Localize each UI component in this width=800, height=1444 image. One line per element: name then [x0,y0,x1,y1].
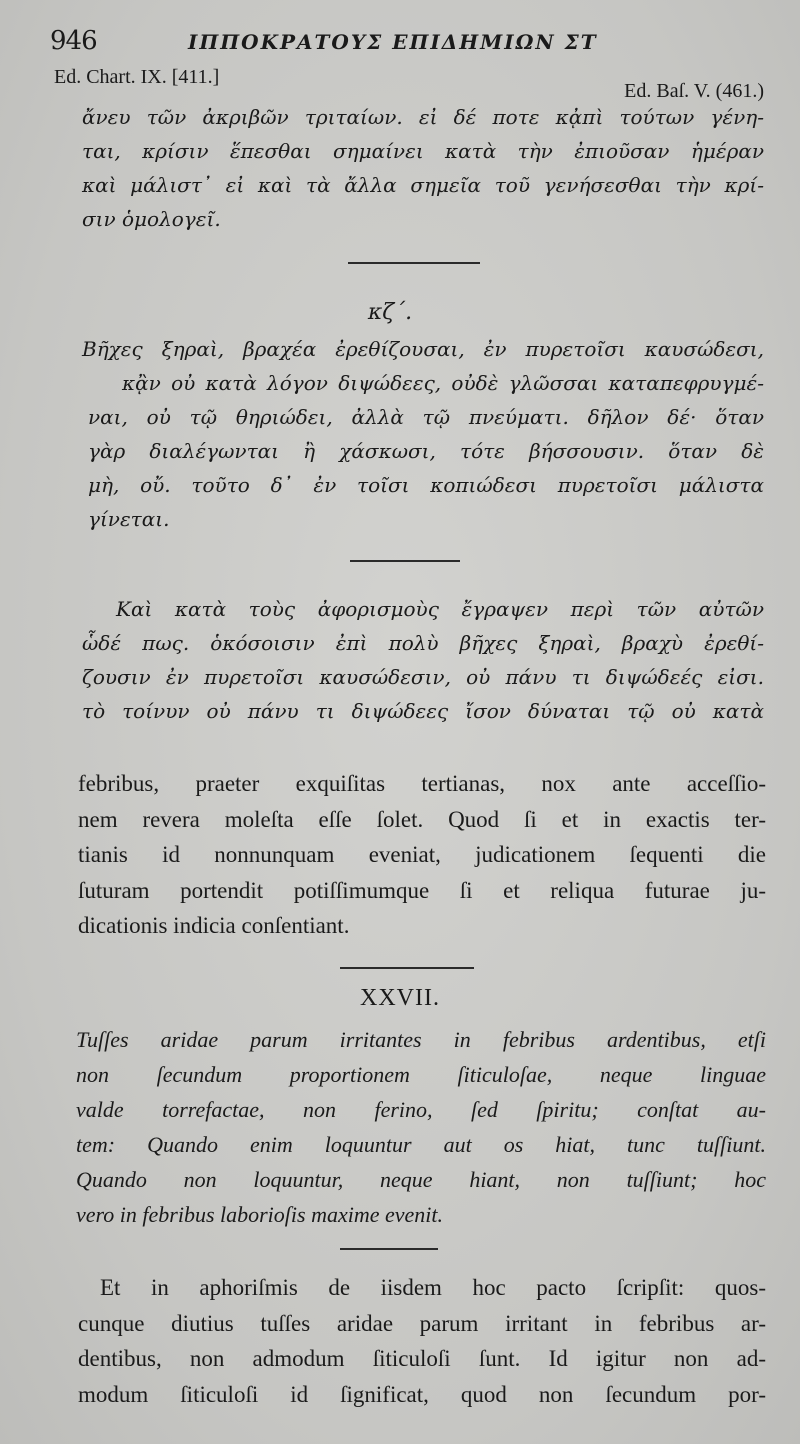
text-line: dentibus, non admodum ſiticuloſi ſunt. Id igitur non ad- [78,1346,766,1371]
latin-section-number: XXVII. [360,985,440,1011]
section-divider [340,967,474,969]
latin-aphorism-paragraph [76,1022,766,1232]
text-line: Quando non loquuntur, neque hiant, non tuſſiunt; hoc [76,1167,766,1192]
text-line: γὰρ διαλέγωνται ἢ χάσκωσι, τότε βήσσουσιν. ὅταν δὲ [88,439,764,463]
text-line: Καὶ κατὰ τοὺς ἀφορισμοὺς ἔγραψεν περὶ τῶν αὐτῶν [116,597,764,621]
text-line: τὸ τοίνυν οὐ πάνυ τι διψώδεες ἴσον δύναται τῷ οὐ κατὰ [82,699,764,723]
text-line: ται, κρίσιν ἕπεσθαι σημαίνει κατὰ τὴν ἐπιοῦσαν ἡμέραν [82,139,764,163]
text-line: ὧδέ πως. ὁκόσοισιν ἐπὶ πολὺ βῆχες ξηραὶ, βραχὺ ἐρεθί- [82,631,764,655]
edition-references [54,66,764,102]
text-line: ναι, οὐ τῷ θηριώδει, ἀλλὰ τῷ πνεύματι. δῆλον δέ· ὅταν [88,405,764,429]
section-divider [348,262,480,264]
text-line: ſuturam portendit potiſſimumque ſi et reliqua futurae ju- [78,877,766,903]
text-line: non ſecundum proportionem ſiticuloſae, neque linguae [76,1062,766,1087]
text-line: καὶ μάλιστ᾽ εἰ καὶ τὰ ἄλλα σημεῖα τοῦ γενήσεσθαι τὴν κρί- [82,173,764,197]
section-divider [340,1248,438,1250]
page-header [50,26,780,58]
text-line: Βῆχες ξηραὶ, βραχέα ἐρεθίζουσαι, ἐν πυρετοῖσι καυσώδεσι, [82,337,764,361]
text-line: γίνεται. [88,507,170,531]
text-line: σιν ὁμολογεῖ. [82,207,221,231]
latin-commentary-paragraph [78,1270,766,1412]
text-line: ζουσιν ἐν πυρετοῖσι καυσώδεσιν, οὐ πάνυ τι διψώδεές εἰσι. [82,665,764,689]
greek-intro-paragraph [82,100,764,236]
page-number: 946 [50,26,97,56]
text-line: Tuſſes aridae parum irritantes in febribus ardentibus, etſi [76,1027,766,1052]
text-line: tem: Quando enim loquuntur aut os hiat, tunc tuſſiunt. [76,1132,766,1157]
edition-reference-basel: Ed. Baſ. V. (461.) [624,80,764,102]
text-line: nem revera moleſta eſſe ſolet. Quod ſi et in exactis ter- [78,806,766,832]
text-line: cunque diutius tuſſes aridae parum irritant in febribus ar- [78,1310,766,1336]
text-line: tianis id nonnunquam eveniat, judicationem ſequenti die [78,842,766,867]
latin-intro-paragraph [78,766,766,944]
text-line: dicationis indicia conſentiant. [78,913,350,938]
greek-aphorism-paragraph [82,332,764,536]
text-line: modum ſiticuloſi id ſignificat, quod non ſecundum por- [78,1381,766,1407]
greek-section-number: κζ΄. [367,300,413,325]
section-divider [350,560,460,562]
text-line: μὴ, οὔ. τοῦτο δ᾽ ἐν τοῖσι κοπιώδεσι πυρετοῖσι μάλιστα [88,473,764,497]
text-line: κᾂν οὐ κατὰ λόγον διψώδεες, οὐδὲ γλῶσσαι καταπεφρυγμέ- [122,371,764,395]
greek-commentary-paragraph [82,592,764,728]
text-line: ἄνευ τῶν ἀκριβῶν τριταίων. εἰ δέ ποτε κᾀπὶ τούτων γένη- [82,105,764,129]
edition-reference-chart: Ed. Chart. IX. [411.] [54,66,220,88]
text-line: valde torrefactae, non ferino, ſed ſpiritu; conſtat au- [76,1097,766,1122]
running-title: ΙΠΠΟΚΡΑΤΟΥΣ ΕΠΙΔΗΜΙΩΝ ΣΤ [188,30,598,54]
text-line: febribus, praeter exquiſitas tertianas, nox ante acceſſio- [78,771,766,796]
text-line: Et in aphoriſmis de iisdem hoc pacto ſcripſit: quos- [100,1275,766,1300]
text-line: vero in febribus laborioſis maxime evenit. [76,1202,444,1227]
